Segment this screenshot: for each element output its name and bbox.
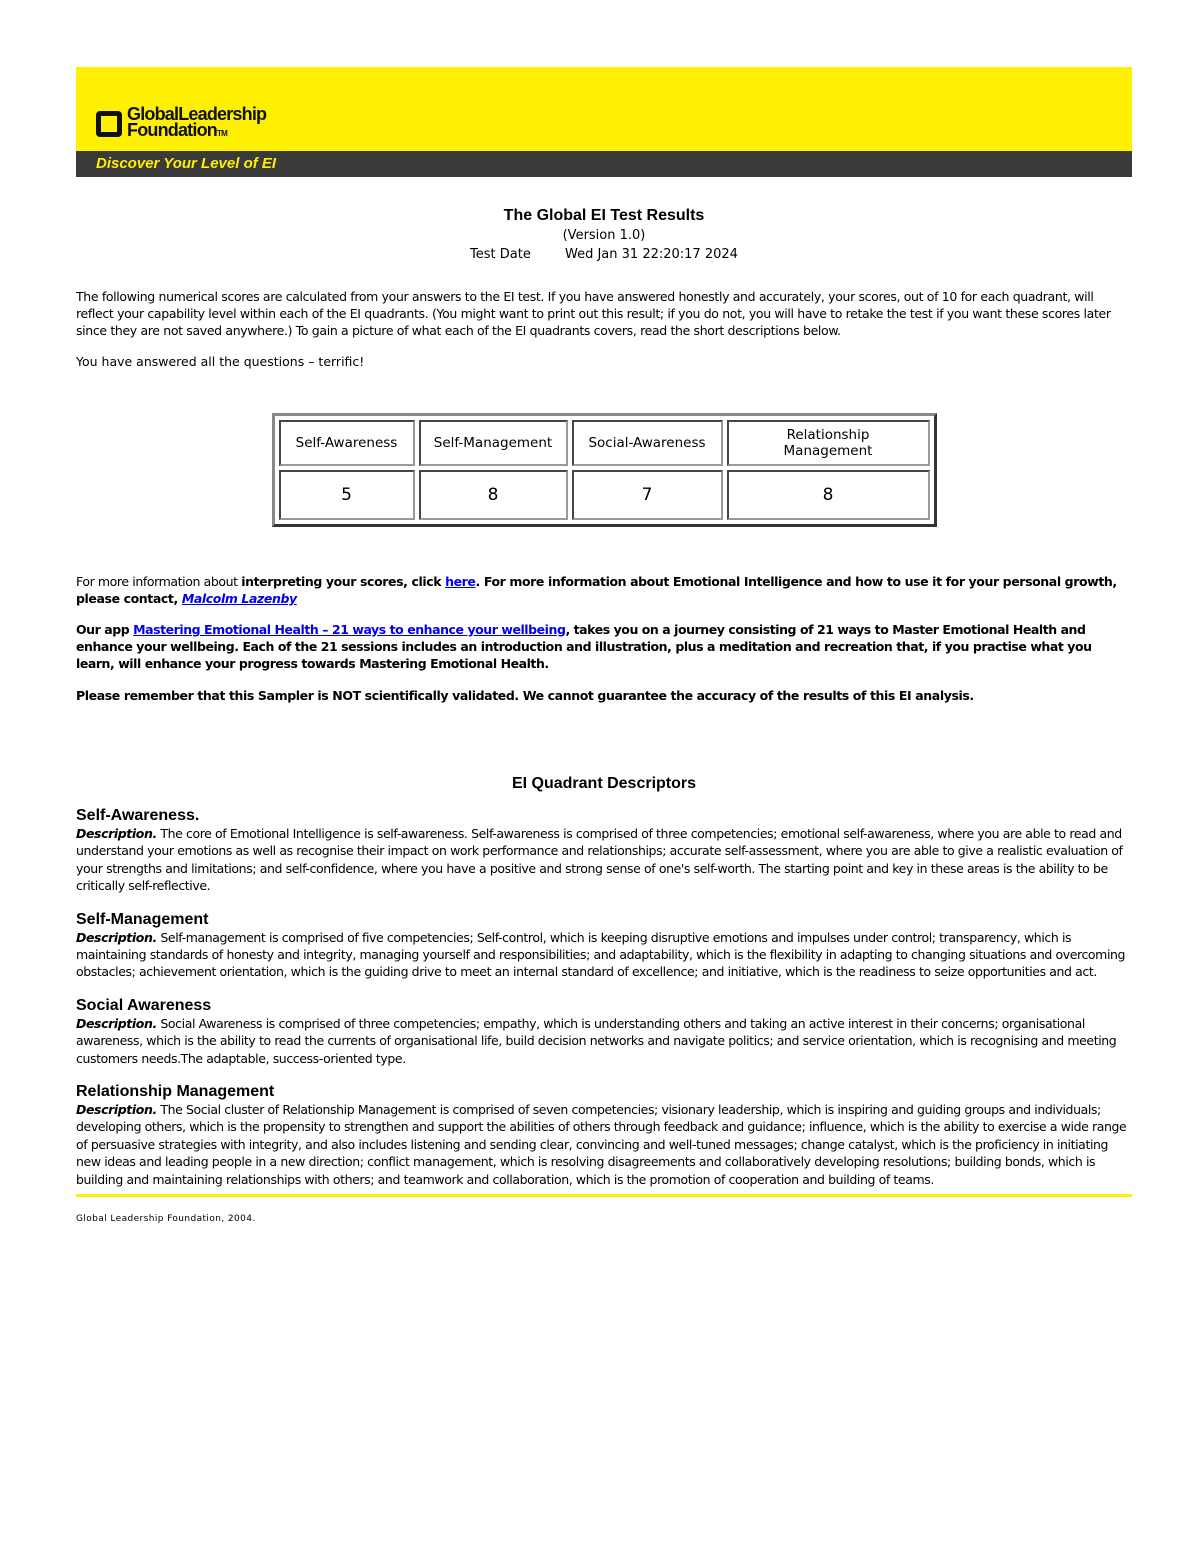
descriptor-heading: Relationship Management: [76, 1083, 275, 1101]
header-banner: [76, 67, 1132, 177]
descriptor-heading: Self-Management: [76, 910, 209, 928]
score-self-management: 8: [419, 470, 568, 520]
validation-warning: Please remember that this Sampler is NOT scientifically validated. We cannot guarantee the accuracy of the results of this EI analysis.: [76, 688, 974, 703]
page-title: The Global EI Test Results: [503, 207, 705, 224]
score-relationship-management: 8: [727, 470, 930, 520]
descriptor-text: Description. Self-management is comprised of five competencies; Self-control, which is keeping disruptive emotions and impulses under control; transparency, which is maintaining standards of honesty and integrity, managing yourself and responsibilities; and adaptability, which is the flexibility in adapting to changing situations and overcoming obstacles; achievement orientation, which is the guiding drive to meet an internal standard of excellence; and initiative, which is the readiness to seize opportunities and act.: [76, 929, 1126, 980]
descriptor-self-management: [76, 911, 1132, 981]
logo: [96, 106, 266, 142]
descriptor-text: Description. Social Awareness is comprised of three competencies; empathy, which is understanding others and taking an active interest in their concerns; organisational awareness, which is the ability to read the currents of organisational life, build decision networks and navigate politics; and service orientation, which is recognising and meeting customers needs.The adaptable, success-oriented type.: [76, 1015, 1117, 1066]
info-pre: For more information about: [76, 574, 242, 589]
descriptor-heading: Self-Awareness.: [76, 807, 200, 824]
scores-header-row: [279, 420, 930, 466]
descriptor-self-awareness: [76, 807, 1132, 895]
header-social-awareness: Social-Awareness: [572, 420, 723, 466]
test-date: [76, 247, 1132, 262]
app-post: , takes you on a journey consisting of 21 ways to Master Emotional Health and enhance your wellbeing. Each of the 21 sessions includes an introduction and illustration, plus a meditation and recreation that, if you practise what you learn, will enhance your progress towards Mastering Emotional Health.: [76, 622, 1092, 671]
score-self-awareness: 5: [279, 470, 415, 520]
descriptors-title: EI Quadrant Descriptors: [511, 775, 697, 792]
descriptor-social-awareness: [76, 997, 1132, 1067]
descriptor-text: Description. The Social cluster of Relationship Management is comprised of seven competencies; visionary leadership, which is inspiring and guiding groups and individuals; developing others, which is the propensity to strengthen and support the abilities of others through feedback and guidance; influence, which is the ability to exercise a wide range of persuasive strategies with integrity, and also includes listening and sending clear, convincing and well-tuned messages; change catalyst, which is the proficiency in initiating new ideas and leading people in a new direction; conflict management, which is resolving disagreements and collaboratively developing resolutions; building bonds, which is building and maintaining relationships with others; and teamwork and collaboration, which is the promotion of cooperation and building of teams.: [76, 1102, 1127, 1187]
score-social-awareness: 7: [572, 470, 723, 520]
test-date-label: Test Date: [470, 247, 531, 262]
app-link[interactable]: Mastering Emotional Health – 21 ways to enhance your wellbeing: [133, 622, 566, 637]
page: [76, 67, 1132, 1224]
here-link[interactable]: here: [445, 574, 476, 589]
descriptor-relationship-management: [76, 1083, 1132, 1188]
app-pre: Our app: [76, 622, 134, 637]
footer-copyright: Global Leadership Foundation, 2004.: [76, 1214, 256, 1225]
info-bold-1: interpreting your scores, click: [241, 574, 446, 589]
app-paragraph: [76, 621, 1132, 672]
logo-line-1: GlobalLeadership: [127, 104, 267, 124]
contact-link[interactable]: Malcolm Lazenby: [181, 591, 297, 606]
intro-paragraph: The following numerical scores are calculated from your answers to the EI test. If you have answered honestly and accurately, your scores, out of 10 for each quadrant, will reflect your capability level within each of the EI quadrants. (You might want to print out this result; if you do not, you will have to retake the test if you want these scores later since they are not saved anywhere.) To gain a picture of what each of the EI quadrants covers, read the short descriptions below.: [76, 289, 1111, 338]
descriptor-text: Description. The core of Emotional Intelligence is self-awareness. Self-awareness is comprised of three competencies; emotional self-awareness, where you are able to read and understand your emotions as well as recognise their impact on work performance and relationships; accurate self-assessment, where you are able to give a realistic evaluation of your strengths and limitations; and self-confidence, where you have a positive and strong sense of one's self-worth. The starting point and key in these areas is the ability to be critically self-reflective.: [76, 826, 1123, 894]
logo-line-2: Foundation: [127, 120, 217, 140]
version-label: (Version 1.0): [562, 228, 646, 243]
footer-divider: [76, 1194, 1132, 1197]
logo-square-icon: [96, 111, 122, 137]
answered-message: You have answered all the questions – terrific!: [76, 354, 365, 369]
test-date-value: Wed Jan 31 22:20:17 2024: [565, 247, 738, 262]
logo-tm: TM: [216, 129, 227, 138]
scores-table: [272, 413, 937, 527]
header-relationship-management: Relationship Management: [727, 420, 930, 466]
header-self-management: Self-Management: [419, 420, 568, 466]
header-self-awareness: Self-Awareness: [279, 420, 415, 466]
info-bold-2: . For more information about Emotional Intelligence and how to use it for your personal growth, please contact,: [76, 574, 1117, 606]
info-paragraph: [76, 573, 1132, 607]
scores-value-row: [279, 470, 930, 520]
tagline: Discover Your Level of EI: [96, 155, 277, 172]
descriptor-heading: Social Awareness: [76, 996, 212, 1014]
tagline-bar: [76, 151, 1132, 177]
logo-text: [127, 106, 266, 142]
